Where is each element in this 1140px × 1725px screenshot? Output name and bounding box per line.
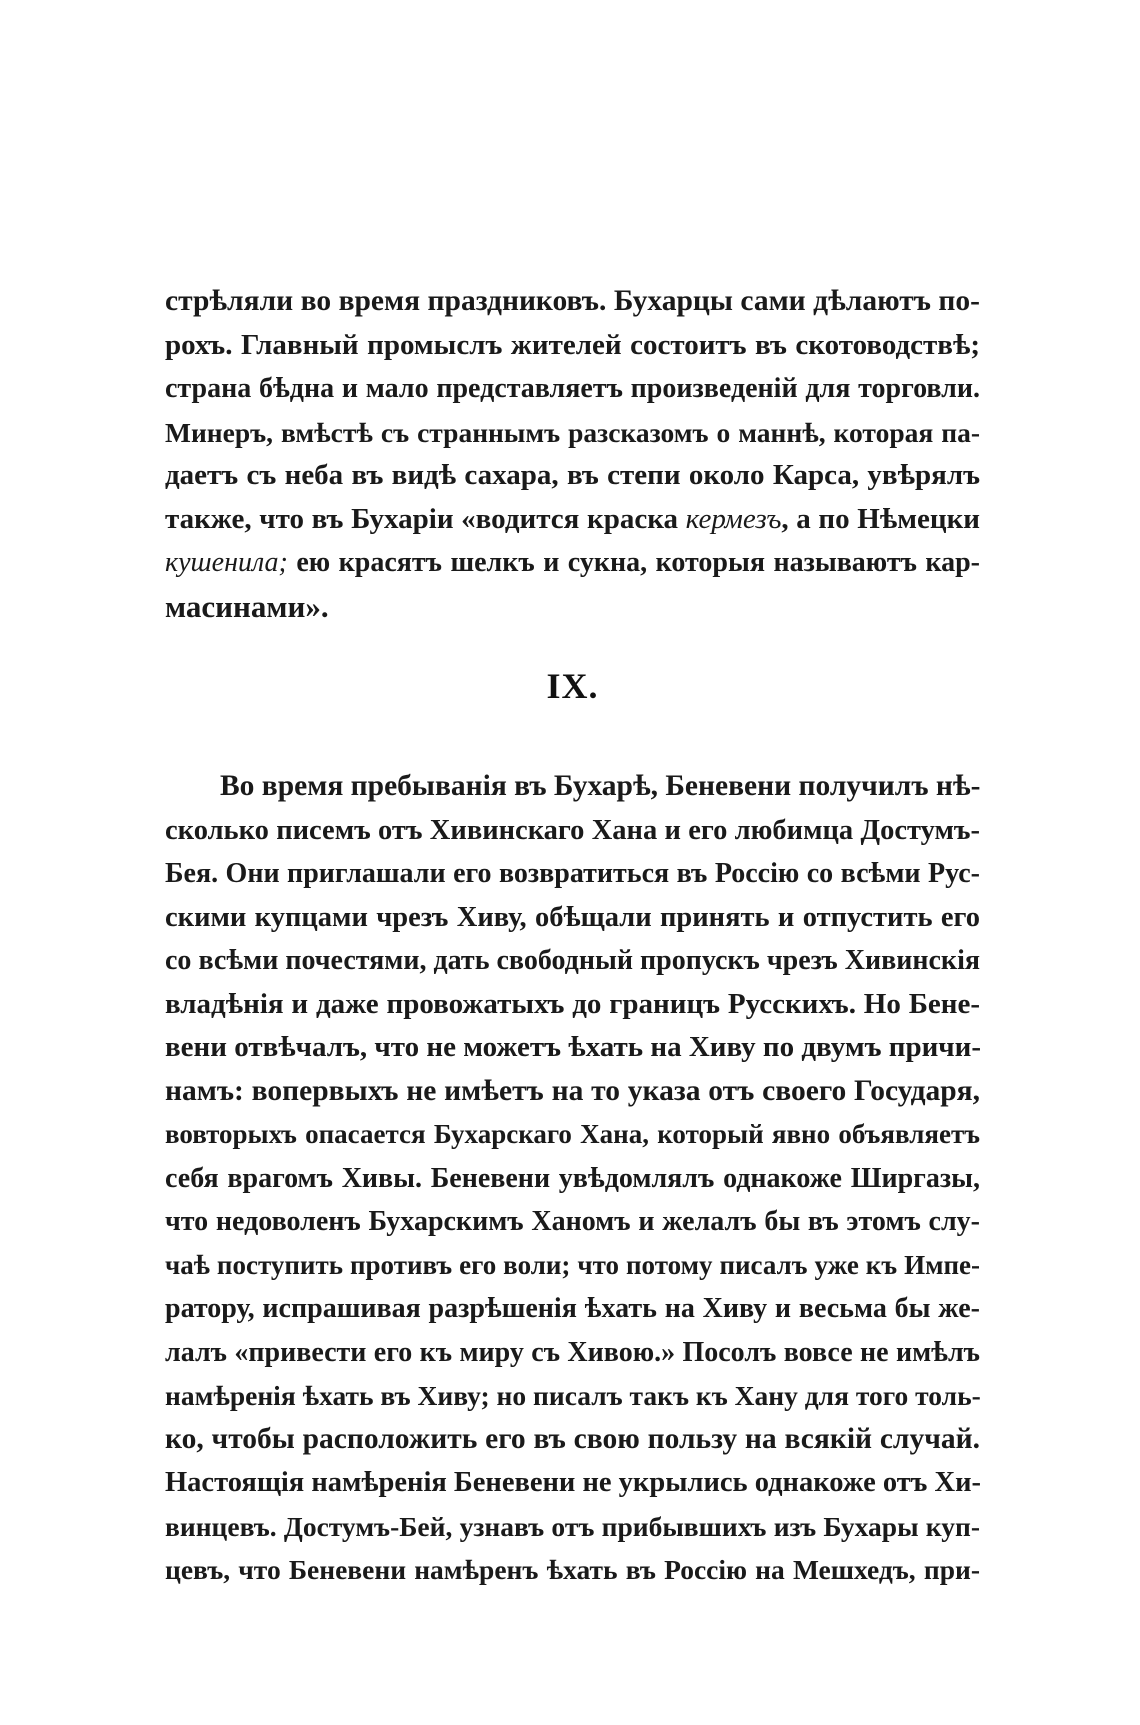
text-line: намѣренія ѣхать въ Хиву; но писалъ такъ къ Хану для того толь- [165, 1380, 981, 1411]
text-line: владѣнія и даже провожатыхъ до границъ Русскихъ. Но Бене- [165, 987, 980, 1020]
text-line: стрѣляли во время праздниковъ. Бухарцы сами дѣлаютъ по- [165, 285, 980, 317]
text-segment: также, что въ Бухаріи «водится краска [165, 502, 686, 535]
text-line: намъ: вопервыхъ не имѣетъ на то указа отъ своего Государя, [165, 1074, 980, 1107]
italic-term: кермезъ [685, 502, 782, 535]
text-line: цевъ, что Беневени намѣренъ ѣхать въ Россію на Мешхедъ, при- [165, 1554, 980, 1585]
text-segment: , а по Нѣмецки [781, 502, 980, 535]
paragraph-top [165, 280, 980, 628]
paragraph-bottom [165, 765, 980, 1592]
text-line: себя врагомъ Хивы. Беневени увѣдомлялъ однакоже Ширгазы, [165, 1162, 980, 1194]
text-line: масинами». [165, 588, 329, 624]
text-segment: ею красятъ шелкъ и сукна, которыя называютъ кар- [287, 547, 980, 578]
text-line: даетъ съ неба въ видѣ сахара, въ степи около Карса, увѣрялъ [165, 459, 980, 491]
text-line: вени отвѣчалъ, что не можетъ ѣхать на Хиву по двумъ причи- [165, 1031, 982, 1063]
text-line: Бея. Они приглашали его возвратиться въ Россію со всѣми Рус- [165, 858, 980, 889]
text-line: Настоящія намѣренія Беневени не укрылись однакоже отъ Хи- [165, 1467, 981, 1498]
text-line: вовторыхъ опасается Бухарскаго Хана, который явно объявляетъ [165, 1119, 980, 1149]
text-line: скими купцами чрезъ Хиву, обѣщали принять и отпустить его [165, 901, 980, 933]
text-line: со всѣми почестями, дать свободный пропускъ чрезъ Хивинскія [165, 945, 980, 976]
section-heading: IX. [546, 666, 599, 706]
text-line: лалъ «привести его къ миру съ Хивою.» Посолъ вовсе не имѣлъ [165, 1336, 980, 1368]
italic-term: кушенила; [165, 547, 288, 578]
text-line: ратору, испрашивая разрѣшенія ѣхать на Хиву и весьма бы же- [165, 1293, 980, 1324]
text-line [165, 498, 980, 542]
text-line: чаѣ поступить противъ его воли; что потому писалъ уже къ Импе- [165, 1249, 980, 1280]
text-line: Во время пребыванія въ Бухарѣ, Беневени получилъ нѣ- [220, 770, 981, 802]
text-line: ко, чтобы расположить его въ свою пользу на всякій случай. [165, 1422, 980, 1455]
text-line: Минеръ, вмѣстѣ съ страннымъ разсказомъ о маннѣ, которая па- [165, 416, 980, 448]
text-line: что недоволенъ Бухарскимъ Ханомъ и желалъ бы въ этомъ слу- [165, 1206, 980, 1237]
text-line: рохъ. Главный промыслъ жителей состоитъ въ скотоводствѣ; [165, 328, 980, 361]
text-line: сколько писемъ отъ Хивинскаго Хана и его любимца Достумъ- [165, 814, 980, 846]
text-line: страна бѣдна и мало представляетъ произведеній для торговли. [165, 373, 980, 404]
text-line [165, 541, 980, 585]
text-line: винцевъ. Достумъ-Бей, узнавъ отъ прибывшихъ изъ Бухары куп- [165, 1510, 980, 1542]
